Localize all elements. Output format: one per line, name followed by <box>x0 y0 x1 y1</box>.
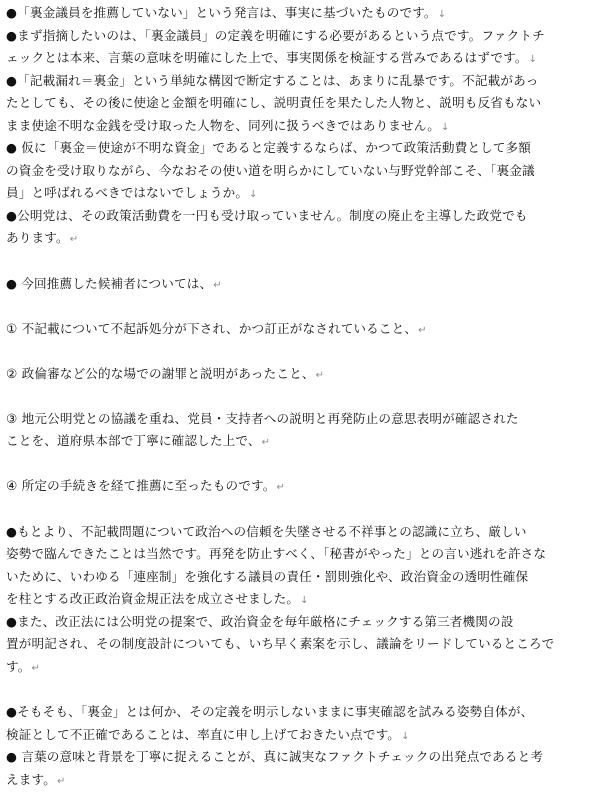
blank-line <box>6 385 603 408</box>
text-line-content: ③ 地元公明党との協議を重ね、党員・支持者への説明と再発防止の意思表明が確認された <box>6 410 519 426</box>
text-line <box>6 2 603 25</box>
text-line <box>6 92 603 115</box>
text-line <box>6 137 603 160</box>
text-line <box>6 521 603 544</box>
text-line <box>6 227 603 250</box>
text-line-content: ●そもそも、「裏金」とは何か、その定義を明示しないままに事実確認を試みる姿勢自体が、 <box>6 703 534 719</box>
text-line-content: あります。 <box>6 230 69 246</box>
text-line <box>6 566 603 589</box>
text-line-content: を柱とする改正政治資金規正法を成立させました。 <box>6 591 300 607</box>
text-line-content: ② 政倫審など公的な場での謝罪と説明があったこと、 <box>6 365 315 381</box>
text-line-content: ことを、道府県本部で丁寧に確認した上で、 <box>6 433 261 449</box>
text-line-content: ● 仮に「裏金＝使途が不明な資金」であると定義するならば、かつて政策活動費として多額 <box>6 140 532 156</box>
paragraph-mark-icon: ↵ <box>56 775 66 787</box>
text-line <box>6 47 603 70</box>
text-line-content: の資金を受け取りながら、今なおその使い道を明らかにしていない与野党幹部こそ、「裏金議 <box>6 162 535 178</box>
text-line <box>6 543 603 566</box>
paragraph-mark-icon: ↵ <box>315 369 325 381</box>
text-line-content: まま使途不明な金銭を受け取った人物を、同列に扱うべきではありません。 <box>6 117 441 133</box>
text-line <box>6 633 603 656</box>
blank-line <box>6 498 603 521</box>
text-line <box>6 273 603 296</box>
text-line-content: ● 今回推薦した候補者については、 <box>6 275 213 291</box>
text-line <box>6 70 603 93</box>
text-line <box>6 588 603 611</box>
line-break-mark-icon: ↓ <box>249 189 258 201</box>
text-line <box>6 724 603 747</box>
text-line <box>6 160 603 183</box>
text-line <box>6 363 603 386</box>
text-line <box>6 746 603 769</box>
text-line <box>6 408 603 431</box>
paragraph-mark-icon: ↵ <box>276 482 285 494</box>
text-line <box>6 115 603 138</box>
text-line-content: ェックとは本来、言葉の意味を明確にした上で、事実関係を検証する営みであるはずです。 <box>6 50 528 66</box>
text-line-content: ● 言葉の意味と背景を丁寧に捉えることが、真に誠実なファクトチェックの出発点であると考 <box>6 749 544 765</box>
text-line-content: いために、いわゆる「連座制」を強化する議員の責任・罰則強化や、政治資金の透明性確保 <box>6 568 529 584</box>
paragraph-mark-icon: ↵ <box>69 234 79 246</box>
text-line-content: 検証として不正確であることは、率直に申し上げておきたい点です。 <box>6 726 401 742</box>
text-line <box>6 318 603 341</box>
text-line-content: たとしても、その後に使途と金額を明確にし、説明責任を果たした人物と、説明も反省もない <box>6 95 542 111</box>
line-break-mark-icon: ↓ <box>441 121 450 133</box>
text-line-content: す。 <box>6 658 31 674</box>
text-line <box>6 430 603 453</box>
text-line-content: ●もとより、不記載問題について政治への信頼を失墜させる不祥事との認識に立ち、厳しい <box>6 523 527 539</box>
text-line <box>6 611 603 634</box>
line-break-mark-icon: ↓ <box>401 730 410 742</box>
text-line-content: ●公明党は、その政策活動費を一円も受け取っていません。制度の廃止を主導した政党でも <box>6 207 528 223</box>
blank-line <box>6 453 603 476</box>
text-line-content: ●また、改正法には公明党の提案で、政治資金を毎年厳格にチェックする第三者機関の設 <box>6 613 514 629</box>
blank-line <box>6 678 603 701</box>
text-line <box>6 475 603 498</box>
text-line-content: ●「記載漏れ＝裏金」という単純な構図で断定することは、あまりに乱暴です。不記載があっ <box>6 72 539 88</box>
text-line <box>6 182 603 205</box>
text-line <box>6 701 603 724</box>
blank-line <box>6 250 603 273</box>
line-break-mark-icon: ↓ <box>437 9 447 20</box>
text-line-content: 員」と呼ばれるべきではないでしょうか。 <box>6 185 249 201</box>
text-line-content: 姿勢で臨んできたことは当然です。再発を防止すべく、「秘書がやった」との言い逃れを許さな <box>6 546 547 562</box>
paragraph-mark-icon: ↵ <box>31 662 41 674</box>
blank-line <box>6 340 603 363</box>
paragraph-mark-icon: ↵ <box>213 279 222 291</box>
line-break-mark-icon: ↓ <box>528 54 538 66</box>
blank-line <box>6 295 603 318</box>
paragraph-mark-icon: ↵ <box>418 324 427 336</box>
text-line-content: ●「裏金議員を推薦していない」という発言は、事実に基づいたものです。 <box>6 5 437 20</box>
text-line-content: ① 不記載について不起訴処分が下され、かつ訂正がなされていること、 <box>6 320 418 336</box>
paragraph-mark-icon: ↵ <box>261 437 271 449</box>
line-break-mark-icon: ↓ <box>300 595 309 607</box>
text-line-content: えます。 <box>6 771 56 787</box>
text-line <box>6 205 603 228</box>
text-line-content: ●まず指摘したいのは、「裏金議員」の定義を明確にする必要があるという点です。ファクトチ <box>6 27 545 43</box>
text-line <box>6 656 603 679</box>
text-line <box>6 769 603 792</box>
text-line <box>6 25 603 48</box>
text-line-content: 置が明記され、その制度設計についても、いち早く素案を示し、議論をリードしているところで <box>6 636 555 652</box>
text-line-content: ④ 所定の手続きを経て推薦に至ったものです。 <box>6 478 276 494</box>
